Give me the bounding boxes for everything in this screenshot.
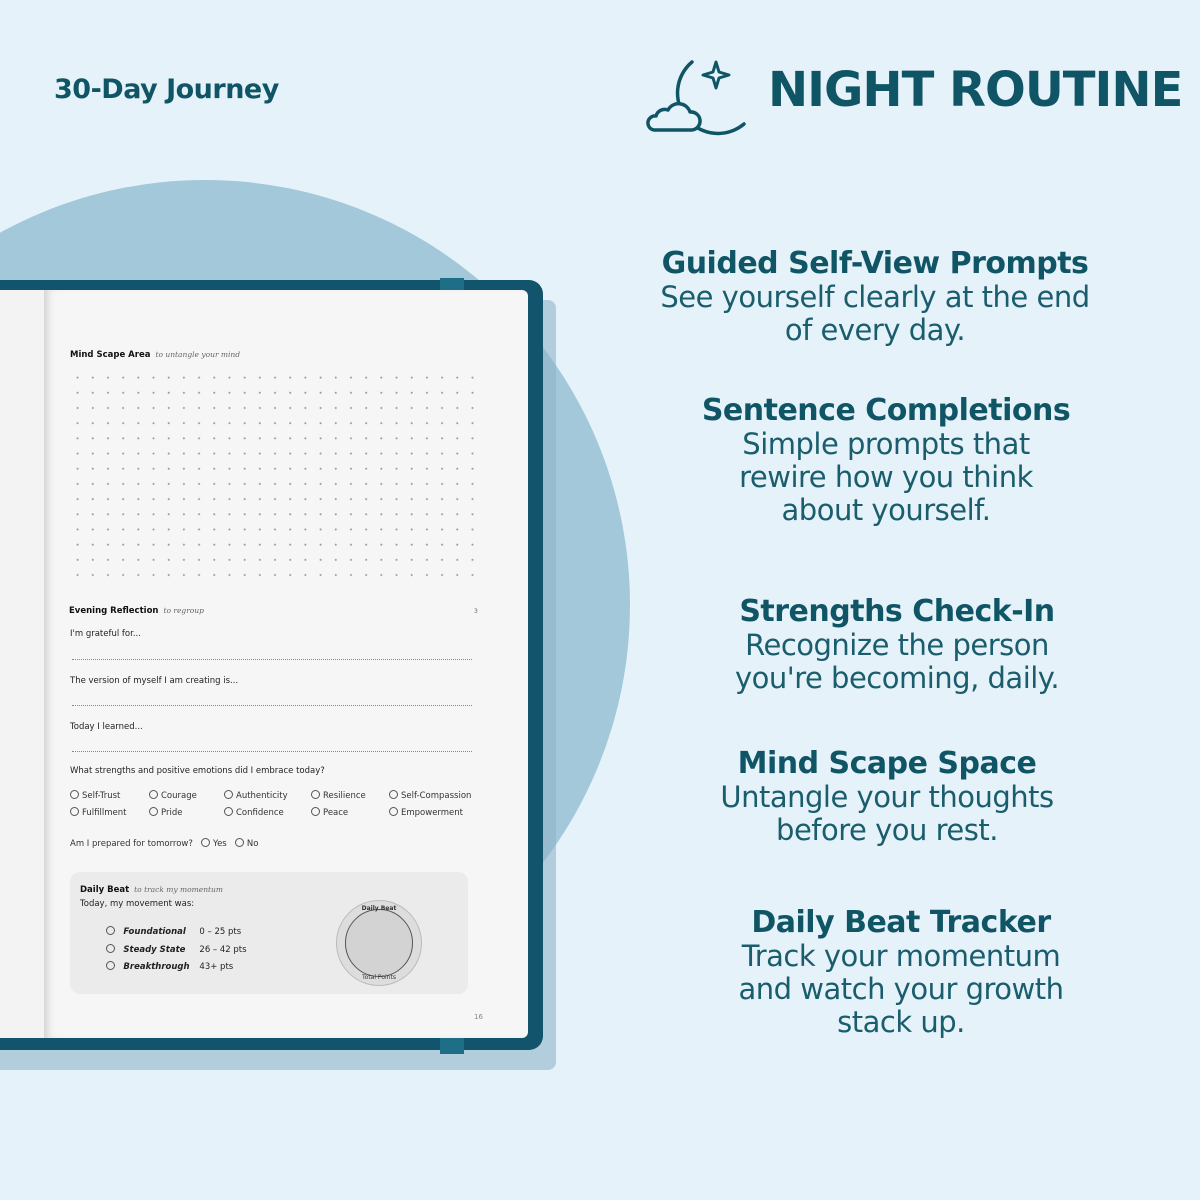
page-number: 16 [474, 1013, 483, 1021]
tier-option: Steady State 26 – 42 pts [106, 944, 247, 955]
left-page [0, 290, 44, 1038]
page-title: NIGHT ROUTINE [768, 62, 1183, 118]
moon-cloud-star-icon [646, 54, 750, 138]
feature-description: Recognize the person [745, 628, 1049, 662]
strength-option: Authenticity [224, 790, 288, 801]
feature-description: Simple prompts that [742, 427, 1030, 461]
feature-strengths-checkin [617, 595, 1177, 695]
prompt-version: The version of myself I am creating is... [70, 676, 239, 686]
dot-grid [70, 370, 482, 584]
prompt-grateful: I'm grateful for... [70, 629, 141, 639]
daily-beat-heading: Daily Beat to track my momentum [80, 885, 223, 895]
total-points-badge [336, 900, 422, 986]
badge-circle [345, 909, 413, 977]
daily-beat-intro: Today, my movement was: [80, 899, 195, 909]
feature-title: Mind Scape Space [737, 746, 1037, 781]
tier-option: Foundational 0 – 25 pts [106, 926, 241, 937]
badge-top-label: Daily Beat [361, 905, 397, 912]
strength-option: Empowerment [389, 807, 463, 818]
writing-line [72, 705, 472, 706]
feature-description: rewire how you think [739, 460, 1033, 494]
feature-description: before you rest. [776, 813, 998, 847]
feature-description: about yourself. [781, 493, 991, 527]
strengths-question: What strengths and positive emotions did I embrace today? [70, 766, 325, 776]
feature-title: Guided Self-View Prompts [661, 246, 1089, 281]
strength-option: Self-Trust [70, 790, 120, 801]
feature-description: stack up. [837, 1005, 965, 1039]
badge-bottom-label: Total Points [362, 974, 396, 981]
prompt-learned: Today I learned... [70, 722, 143, 732]
feature-sentence-completions [606, 394, 1166, 527]
elastic-strap [440, 1036, 464, 1054]
strength-option: Fulfillment [70, 807, 126, 818]
feature-guided-prompts [595, 247, 1155, 347]
feature-title: Strengths Check-In [739, 594, 1055, 629]
feature-description: See yourself clearly at the end [660, 280, 1090, 314]
feature-mindscape-space [607, 747, 1167, 847]
feature-daily-beat-tracker [621, 906, 1181, 1039]
feature-title: Daily Beat Tracker [751, 905, 1051, 940]
tier-option: Breakthrough 43+ pts [106, 961, 233, 972]
mindscape-heading: Mind Scape Area to untangle your mind [70, 350, 241, 360]
evening-heading: Evening Reflection to regroup [69, 606, 204, 616]
strength-option: Resilience [311, 790, 366, 801]
feature-description: Track your momentum [741, 939, 1061, 973]
feature-description: of every day. [784, 313, 966, 347]
writing-line [72, 751, 472, 752]
eyebrow-label: 30-Day Journey [54, 74, 279, 105]
strength-option: Peace [311, 807, 348, 818]
feature-description: and watch your growth [738, 972, 1064, 1006]
strength-option: Pride [149, 807, 182, 818]
strength-option: Confidence [224, 807, 284, 818]
writing-line [72, 659, 472, 660]
strength-option: Self-Compassion [389, 790, 471, 801]
page-mark: 3 [474, 608, 478, 615]
feature-description: you're becoming, daily. [734, 661, 1060, 695]
feature-description: Untangle your thoughts [720, 780, 1054, 814]
prepared-question: Am I prepared for tomorrow? Yes No [70, 839, 259, 849]
strength-option: Courage [149, 790, 197, 801]
feature-title: Sentence Completions [701, 393, 1071, 428]
